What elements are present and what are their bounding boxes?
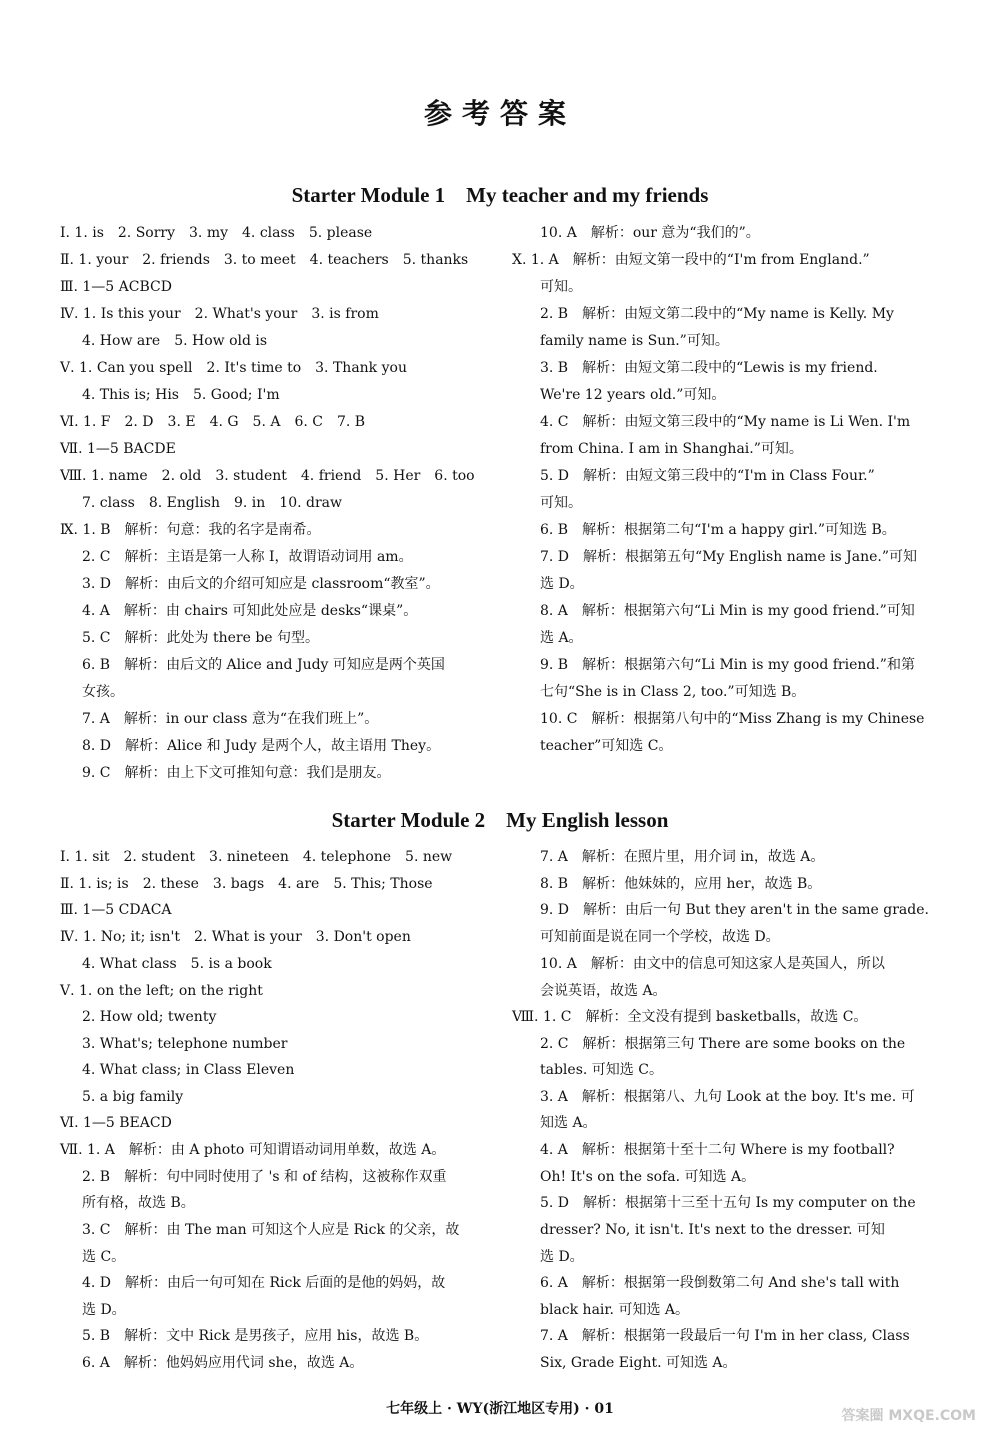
answer-line: 所有格，故选 B。 xyxy=(82,1195,195,1211)
answer-line: 2. B 解析：句中同时使用了 's 和 of 结构，这被称作双重 xyxy=(82,1169,447,1185)
answer-line: Ⅴ. 1. Can you spell 2. It's time to 3. Thank you xyxy=(60,360,407,376)
answer-line: 9. D 解析：由后一句 But they aren't in the same grade. xyxy=(540,902,929,918)
answer-line: 可知。 xyxy=(540,495,582,511)
answer-line: We're 12 years old.”可知。 xyxy=(540,387,726,403)
answer-line: 6. B 解析：根据第二句“I'm a happy girl.”可知选 B。 xyxy=(540,522,896,538)
answer-line: family name is Sun.”可知。 xyxy=(540,333,729,349)
answer-line: 2. C 解析：根据第三句 There are some books on the xyxy=(540,1036,906,1052)
answer-line: 9. B 解析：根据第六句“Li Min is my good friend.”和第 xyxy=(540,657,915,673)
answer-line: 4. A 解析：由 chairs 可知此处应是 desks“课桌”。 xyxy=(82,603,418,619)
answer-line: dresser? No, it isn't. It's next to the dresser. 可知 xyxy=(540,1222,885,1238)
answer-line: Ⅳ. 1. Is this your 2. What's your 3. is from xyxy=(60,306,379,322)
answer-line: 可知。 xyxy=(540,279,582,295)
answer-line: 3. D 解析：由后文的介绍可知应是 classroom“教室”。 xyxy=(82,576,440,592)
answer-line: 10. A 解析：由文中的信息可知这家人是英国人，所以 xyxy=(540,956,885,972)
answer-line: Ⅱ. 1. is; is 2. these 3. bags 4. are 5. This; Those xyxy=(60,875,433,892)
answer-line: 7. D 解析：根据第五句“My English name is Jane.”可知 xyxy=(540,549,918,565)
answer-line: 2. B 解析：由短文第二段中的“My name is Kelly. My xyxy=(540,306,894,322)
answer-line: 5. D 解析：由短文第三段中的“I'm in Class Four.” xyxy=(540,468,875,484)
answer-line: 2. C 解析：主语是第一人称 I，故谓语动词用 am。 xyxy=(82,549,413,565)
page-footer: 七年级上 · WY(浙江地区专用) · 01 xyxy=(386,1401,614,1417)
answer-line: Ⅵ. 1. F 2. D 3. E 4. G 5. A 6. C 7. B xyxy=(60,414,366,430)
answer-line: 5. C 解析：此处为 there be 句型。 xyxy=(82,630,320,646)
section2-title: Starter Module 2 My English lesson xyxy=(331,808,669,832)
answer-line: Ⅷ. 1. name 2. old 3. student 4. friend 5. Her 6. too xyxy=(60,468,475,484)
answer-line: 7. A 解析：in our class 意为“在我们班上”。 xyxy=(82,711,379,727)
answer-line: 5. B 解析：文中 Rick 是男孩子，应用 his，故选 B。 xyxy=(82,1328,429,1344)
answer-line: 7. A 解析：根据第一段最后一句 I'm in her class, Class xyxy=(540,1328,910,1344)
answer-line: 3. A 解析：根据第八、九句 Look at the boy. It's me. 可 xyxy=(540,1089,915,1105)
answer-line: 七句“She is in Class 2, too.”可知选 B。 xyxy=(540,684,806,700)
answer-line: tables. 可知选 C。 xyxy=(540,1062,663,1078)
answer-line: 9. C 解析：由上下文可推知句意：我们是朋友。 xyxy=(82,765,391,781)
answer-line: 10. A 解析：our 意为“我们的”。 xyxy=(540,225,760,241)
answer-line: 会说英语，故选 A。 xyxy=(540,983,667,999)
answer-line: Ⅱ. 1. your 2. friends 3. to meet 4. teachers 5. thanks xyxy=(60,252,469,268)
answer-line: 2. How old; twenty xyxy=(82,1009,217,1025)
answer-line: 选 D。 xyxy=(540,1249,584,1265)
answer-line: 8. D 解析：Alice 和 Judy 是两个人，故主语用 They。 xyxy=(82,738,441,754)
answer-line: 7. class 8. English 9. in 10. draw xyxy=(82,495,343,511)
answer-line: 选 D。 xyxy=(540,576,584,592)
answer-line: Ⅰ. 1. is 2. Sorry 3. my 4. class 5. please xyxy=(60,225,373,241)
answer-line: 4. What class; in Class Eleven xyxy=(82,1062,295,1078)
answer-line: 知选 A。 xyxy=(540,1115,597,1131)
answer-line: 5. D 解析：根据第十三至十五句 Is my computer on the xyxy=(540,1195,916,1211)
answer-line: Ⅸ. 1. B 解析：句意：我的名字是南希。 xyxy=(60,522,321,538)
answer-line: 选 C。 xyxy=(82,1249,126,1265)
answer-line: 可知前面是说在同一个学校，故选 D。 xyxy=(540,929,780,945)
answer-line: 3. C 解析：由 The man 可知这个人应是 Rick 的父亲，故 xyxy=(82,1222,460,1238)
answer-line: Ⅶ. 1. A 解析：由 A photo 可知谓语动词用单数，故选 A。 xyxy=(60,1142,446,1158)
answer-line: 3. B 解析：由短文第二段中的“Lewis is my friend. xyxy=(540,360,878,376)
answer-line: 选 A。 xyxy=(540,630,583,646)
answer-line: Ⅶ. 1—5 BACDE xyxy=(60,441,176,457)
answer-line: 6. A 解析：根据第一段倒数第二句 And she's tall with xyxy=(540,1275,900,1291)
answer-line: 6. B 解析：由后文的 Alice and Judy 可知应是两个英国 xyxy=(82,657,445,673)
answer-line: Ⅲ. 1—5 CDACA xyxy=(60,902,172,918)
answer-line: 4. This is; His 5. Good; I'm xyxy=(82,387,280,403)
answer-line: Ⅰ. 1. sit 2. student 3. nineteen 4. telephone 5. new xyxy=(60,849,453,865)
answer-line: 4. C 解析：由短文第三段中的“My name is Li Wen. I'm xyxy=(540,414,911,430)
answer-line: 选 D。 xyxy=(82,1302,126,1318)
answer-line: Ⅷ. 1. C 解析：全文没有提到 basketballs，故选 C。 xyxy=(512,1009,868,1025)
watermark-logo: 答案圈 MXQE.COM xyxy=(841,1408,976,1424)
section1-title: Starter Module 1 My teacher and my friends xyxy=(291,183,709,207)
answer-line: Oh! It's on the sofa. 可知选 A。 xyxy=(540,1169,756,1185)
answer-line: 4. A 解析：根据第十至十二句 Where is my football? xyxy=(540,1142,895,1158)
answer-line: Ⅵ. 1—5 BEACD xyxy=(60,1115,172,1131)
answer-line: Six, Grade Eight. 可知选 A。 xyxy=(540,1355,737,1371)
answer-line: 6. A 解析：他妈妈应用代词 she，故选 A。 xyxy=(82,1355,364,1371)
answer-line: 8. A 解析：根据第六句“Li Min is my good friend.”可知 xyxy=(540,603,915,619)
answer-line: 4. What class 5. is a book xyxy=(82,956,272,972)
answer-line: teacher”可知选 C。 xyxy=(540,738,673,754)
answer-line: Ⅴ. 1. on the left; on the right xyxy=(60,983,263,999)
answer-line: 4. D 解析：由后一句可知在 Rick 后面的是他的妈妈，故 xyxy=(82,1275,446,1291)
answer-line: 3. What's; telephone number xyxy=(82,1036,288,1052)
answer-line: Ⅲ. 1—5 ACBCD xyxy=(60,279,172,295)
answer-line: from China. I am in Shanghai.”可知。 xyxy=(540,441,803,457)
answer-line: black hair. 可知选 A。 xyxy=(540,1302,690,1318)
page-title: 参考答案 xyxy=(423,97,576,130)
answer-line: 10. C 解析：根据第八句中的“Miss Zhang is my Chinese xyxy=(540,711,925,727)
answer-line: Ⅹ. 1. A 解析：由短文第一段中的“I'm from England.” xyxy=(512,252,870,268)
answer-line: 8. B 解析：他妹妹的，应用 her，故选 B。 xyxy=(540,875,822,892)
answer-line: 4. How are 5. How old is xyxy=(82,333,268,349)
answer-line: 5. a big family xyxy=(82,1089,184,1105)
answer-line: 女孩。 xyxy=(82,684,124,700)
answer-line: Ⅳ. 1. No; it; isn't 2. What is your 3. Don't open xyxy=(60,929,411,945)
answer-line: 7. A 解析：在照片里，用介词 in，故选 A。 xyxy=(540,849,825,865)
